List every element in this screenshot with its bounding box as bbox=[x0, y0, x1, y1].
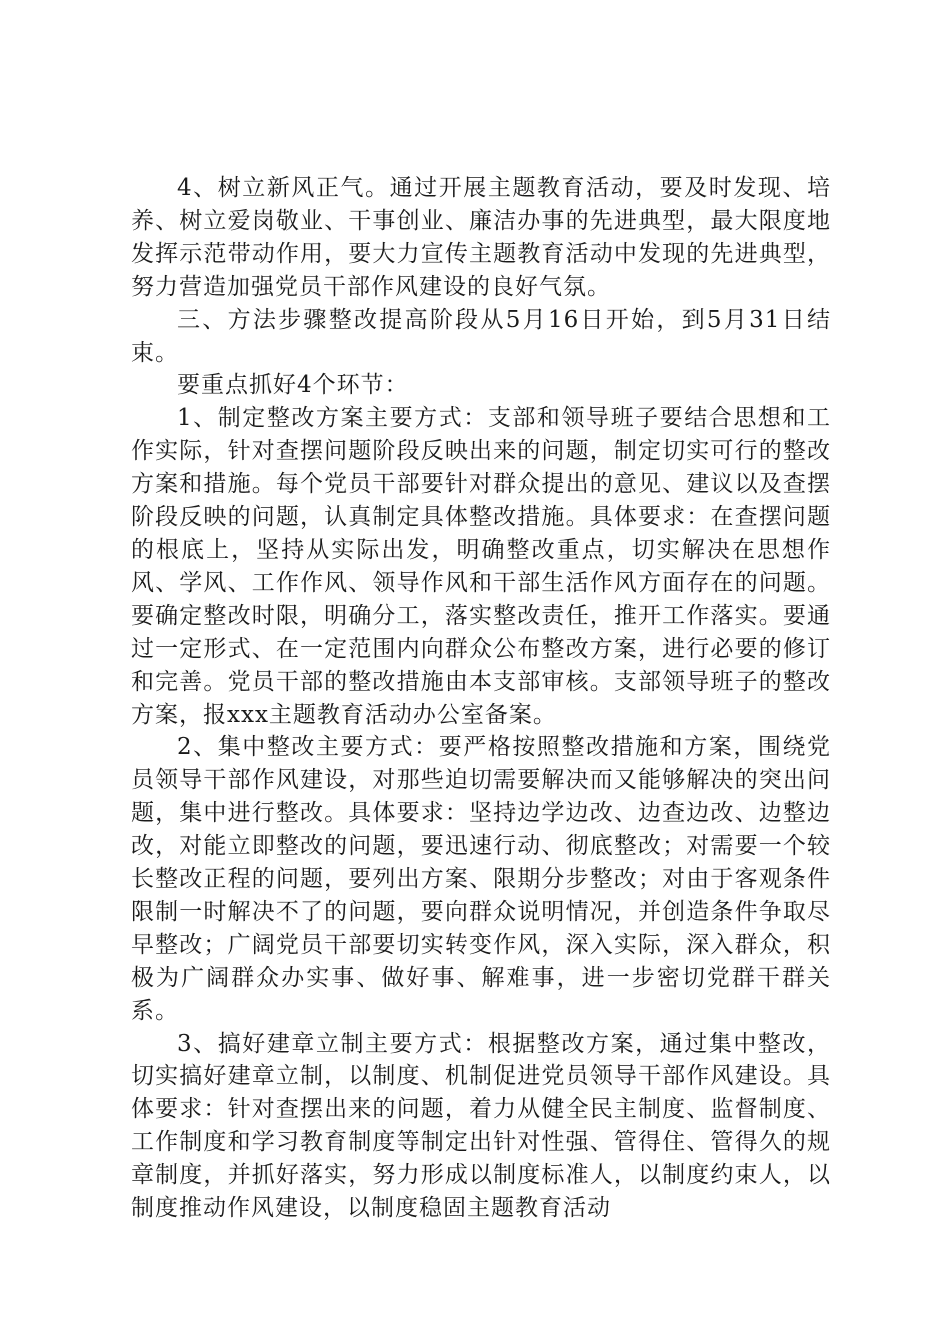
paragraph-rules-system: 3、搞好建章立制主要方式：根据整改方案，通过集中整改，切实搞好建章立制，以制度、机制促进党员领导干部作风建设。具体要求：针对查摆出来的问题，着力从健全民主制度、监督制度、工作制度和学习教育制度等制定出针对性强、管得住、管得久的规章制度，并抓好落实，努力形成以制度标准人，以制度约束人，以制度推动作风建设，以制度稳固主题教育活动 bbox=[131, 1030, 831, 1222]
paragraph-method-steps: 三、方法步骤整改提高阶段从5月16日开始，到5月31日结束。 bbox=[131, 306, 831, 366]
paragraph-four-links: 要重点抓好4个环节： bbox=[177, 372, 409, 399]
document-body bbox=[131, 172, 831, 1225]
paragraph-concentrated-rectification: 2、集中整改主要方式：要严格按照整改措施和方案，围绕党员领导干部作风建设，对那些迫切需要解决而又能够解决的突出问题，集中进行整改。具体要求：坚持边学边改、边查边改、边整边改，对能立即整改的问题，要迅速行动、彻底整改；对需要一个较长整改正程的问题，要列出方案、限期分步整改；对由于客观条件限制一时解决不了的问题，要向群众说明情况，并创造条件争取尽早整改；广阔党员干部要切实转变作风，深入实际，深入群众，积极为广阔群众办实事、做好事、解难事，进一步密切党群干群关系。 bbox=[131, 734, 831, 1024]
paragraph-new-style: 4、树立新风正气。通过开展主题教育活动，要及时发现、培养、树立爱岗敬业、干事创业、廉洁办事的先进典型，最大限度地发挥示范带动作用，要大力宣传主题教育活动中发现的先进典型，努力营造加强党员干部作风建设的良好气氛。 bbox=[131, 175, 831, 300]
paragraph-rectification-plan: 1、制定整改方案主要方式：支部和领导班子要结合思想和工作实际，针对查摆问题阶段反映出来的问题，制定切实可行的整改方案和措施。每个党员干部要针对群众提出的意见、建议以及查摆阶段反映的问题，认真制定具体整改措施。具体要求：在查摆问题的根底上，坚持从实际出发，明确整改重点，切实解决在思想作风、学风、工作作风、领导作风和干部生活作风方面存在的问题。要确定整改时限，明确分工，落实整改责任，推开工作落实。要通过一定形式、在一定范围内向群众公布整改方案，进行必要的修订和完善。党员干部的整改措施由本支部审核。支部领导班子的整改方案，报xxx主题教育活动办公室备案。 bbox=[131, 405, 831, 728]
